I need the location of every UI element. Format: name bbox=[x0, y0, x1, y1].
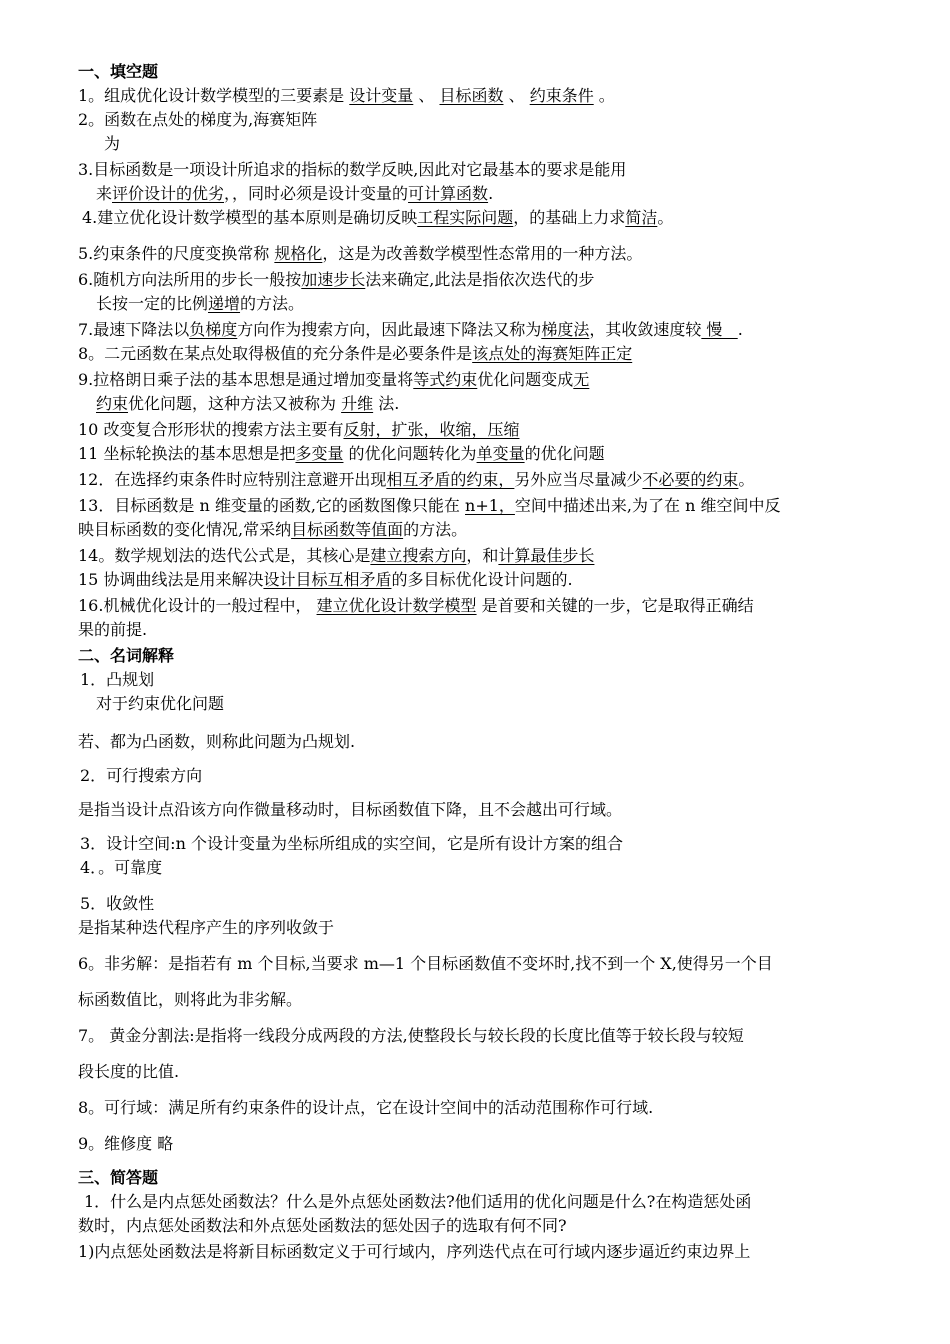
q15-answer-1: 设计目标互相矛盾 bbox=[263, 570, 392, 589]
q7-answer-3: 慢 bbox=[701, 320, 738, 339]
question-2-line-2: 为 bbox=[104, 134, 121, 153]
question-13 bbox=[78, 496, 908, 516]
question-9 bbox=[78, 370, 908, 390]
term-2-text: 是指当设计点沿该方向作微量移动时，目标函数值下降，且不会越出可行域。 bbox=[78, 800, 623, 819]
q7-answer-2: 梯度法 bbox=[541, 320, 590, 339]
q15-end: 的多目标优化设计问题的. bbox=[391, 570, 573, 589]
section-2-heading: 二、名词解释 bbox=[78, 646, 175, 665]
q11-end: 的优化问题 bbox=[524, 444, 605, 463]
question-15 bbox=[78, 570, 908, 590]
q13-answer-2: 目标函数等值面 bbox=[291, 520, 404, 539]
term-7-text: 7。 黄金分割法:是指将一线段分成两段的方法,使整段长与较长段的长度比值等于较长段与较短 bbox=[78, 1026, 744, 1045]
question-9-line-2 bbox=[96, 394, 926, 414]
q9-text: 9.拉格朗日乘子法的基本思想是通过增加变量将 bbox=[78, 370, 414, 389]
q3-answer-1: 评价设计的优劣 bbox=[112, 184, 225, 203]
q9-text-2: 优化问题，这种方法又被称为 bbox=[128, 394, 342, 413]
q9-answer-3: 升维 bbox=[341, 394, 374, 413]
question-5 bbox=[78, 244, 908, 264]
q3-text-mid: ，，同时必须是设计变量的 bbox=[224, 184, 409, 203]
question-13-line-2 bbox=[78, 520, 908, 540]
question-2: 2。函数在点处的梯度为,海赛矩阵 bbox=[78, 110, 318, 129]
q3-text: 来 bbox=[96, 184, 113, 203]
term-2-title: 2．可行搜索方向 bbox=[80, 766, 203, 785]
question-6-line-2 bbox=[96, 294, 926, 314]
section-3-heading: 三、简答题 bbox=[78, 1168, 159, 1187]
q12-text: 12．在选择约束条件时应特别注意避开出现 bbox=[78, 470, 387, 489]
term-8: 8。可行域：满足所有约束条件的设计点，它在设计空间中的活动范围称作可行域. bbox=[78, 1098, 654, 1117]
question-11 bbox=[78, 444, 908, 464]
q3-answer-2: 可计算函数 bbox=[408, 184, 489, 203]
q14-text-mid: ，和 bbox=[466, 546, 499, 565]
q6-end: 的方法。 bbox=[240, 294, 305, 313]
question-1 bbox=[78, 86, 908, 106]
term-3: 3．设计空间:n 个设计变量为坐标所组成的实空间，它是所有设计方案的组合 bbox=[80, 834, 623, 853]
q10-answer-1: 反射，扩张，收缩，压缩 bbox=[343, 420, 520, 439]
q4-end: 。 bbox=[657, 208, 674, 227]
q3-end: . bbox=[488, 184, 494, 203]
q16-text: 16.机械优化设计的一般过程中， bbox=[78, 596, 317, 615]
q7-text-mid-1: 方向作为搜索方向，因此最速下降法又称为 bbox=[237, 320, 542, 339]
short-answer-1: 1)内点惩处函数法是将新目标函数定义于可行域内，序列迭代点在可行域内逐步逼近约束边界上 bbox=[78, 1242, 751, 1261]
q6-text-end: 法来确定,此法是指依次迭代的步 bbox=[365, 270, 595, 289]
term-5-text: 是指某种迭代程序产生的序列收敛于 bbox=[78, 918, 335, 937]
term-6-text: 6。非劣解：是指若有 m 个目标,当要求 m—1 个目标函数值不变坏时,找不到一个 X,使得另一个目 bbox=[78, 954, 773, 973]
q12-text-mid: 另外应当尽量减少 bbox=[514, 470, 643, 489]
q1-answer-1: 设计变量 bbox=[349, 86, 414, 105]
q10-text: 10 改变复合形形状的搜索方法主要有 bbox=[78, 420, 344, 439]
q1-answer-2: 目标函数 bbox=[439, 86, 504, 105]
q1-text: 1。组成优化设计数学模型的三要素是 bbox=[78, 86, 350, 105]
q11-text: 11 坐标轮换法的基本思想是把 bbox=[78, 444, 296, 463]
question-12 bbox=[78, 470, 908, 490]
short-question-1: 1．什么是内点惩处函数法？什么是外点惩处函数法?他们适用的优化问题是什么?在构造惩处函 bbox=[84, 1192, 752, 1211]
question-3: 3.目标函数是一项设计所追求的指标的数学反映,因此对它最基本的要求是能用 bbox=[78, 160, 627, 179]
q5-text: 5.约束条件的尺度变换常称 bbox=[78, 244, 275, 263]
question-16-line-2: 果的前提. bbox=[78, 620, 148, 639]
q16-answer-1: 建立优化设计数学模型 bbox=[316, 596, 477, 615]
term-4: 4．。可靠度 bbox=[80, 858, 163, 877]
q5-answer-1: 规格化 bbox=[274, 244, 323, 263]
q8-answer-1: 该点处的海赛矩阵正定 bbox=[472, 344, 633, 363]
q4-answer-1: 工程实际问题 bbox=[417, 208, 514, 227]
q12-answer-1: 相互矛盾的约束， bbox=[386, 470, 515, 489]
term-9: 9。维修度 略 bbox=[78, 1134, 174, 1153]
q11-text-mid: 的优化问题转化为 bbox=[343, 444, 477, 463]
q9-answer-1: 等式约束 bbox=[413, 370, 478, 389]
q4-text-mid: ，的基础上力求 bbox=[513, 208, 626, 227]
question-6 bbox=[78, 270, 908, 290]
term-5-title: 5．收敛性 bbox=[80, 894, 155, 913]
q14-answer-1: 建立搜索方向 bbox=[370, 546, 467, 565]
q12-end: 。 bbox=[738, 470, 755, 489]
question-4 bbox=[82, 208, 912, 228]
q9-text-mid: 优化问题变成 bbox=[477, 370, 574, 389]
q4-text: 4.建立优化设计数学模型的基本原则是确切反映 bbox=[82, 208, 418, 227]
q15-text: 15 协调曲线法是用来解决 bbox=[78, 570, 264, 589]
q13-text-end: 空间中描述出来,为了在 n 维空间中反 bbox=[514, 496, 781, 515]
q1-end: 。 bbox=[593, 86, 615, 105]
q9-answer-2: 无 bbox=[573, 370, 590, 389]
q7-text-mid-2: ，其收敛速度较 bbox=[589, 320, 702, 339]
q7-end: . bbox=[737, 320, 743, 339]
q6-text-2: 长按一定的比例 bbox=[96, 294, 209, 313]
question-8 bbox=[78, 344, 908, 364]
q6-text: 6.随机方向法所用的步长一般按 bbox=[78, 270, 302, 289]
q5-end: ，这是为改善数学模型性态常用的一种方法。 bbox=[322, 244, 643, 263]
q12-answer-2: 不必要的约束 bbox=[642, 470, 739, 489]
q13-end: 的方法。 bbox=[403, 520, 468, 539]
q11-answer-2: 单变量 bbox=[476, 444, 525, 463]
q1-separator-2: 、 bbox=[503, 86, 530, 105]
q7-text: 7.最速下降法以 bbox=[78, 320, 190, 339]
term-1-text-2: 若、都为凸函数，则称此问题为凸规划. bbox=[78, 732, 356, 751]
q9-answer-2-cont: 约束 bbox=[96, 394, 129, 413]
q14-text: 14。数学规划法的迭代公式是，其核心是 bbox=[78, 546, 371, 565]
question-16 bbox=[78, 596, 908, 616]
q8-text: 8。二元函数在某点处取得极值的充分条件是必要条件是 bbox=[78, 344, 473, 363]
q13-text: 13．目标函数是 n 维变量的函数,它的函数图像只能在 bbox=[78, 496, 466, 515]
question-3-line-2 bbox=[96, 184, 926, 204]
q6-answer-1: 加速步长 bbox=[301, 270, 366, 289]
term-7-text-2: 段长度的比值. bbox=[78, 1062, 180, 1081]
question-14 bbox=[78, 546, 908, 566]
q1-separator-1: 、 bbox=[413, 86, 440, 105]
q13-text-2: 映目标函数的变化情况,常采纳 bbox=[78, 520, 292, 539]
question-10 bbox=[78, 420, 908, 440]
q11-answer-1: 多变量 bbox=[295, 444, 344, 463]
q13-answer-1: n+1， bbox=[465, 496, 515, 515]
q14-answer-2: 计算最佳步长 bbox=[498, 546, 595, 565]
q16-text-end: 是首要和关键的一步，它是取得正确结 bbox=[476, 596, 754, 615]
term-1-text: 对于约束优化问题 bbox=[96, 694, 225, 713]
q6-answer-2: 递增 bbox=[208, 294, 241, 313]
term-1-title: 1．凸规划 bbox=[80, 670, 155, 689]
term-6-text-2: 标函数值比，则将此为非劣解。 bbox=[78, 990, 303, 1009]
q9-end: 法. bbox=[373, 394, 400, 413]
q7-answer-1: 负梯度 bbox=[189, 320, 238, 339]
question-7 bbox=[78, 320, 908, 340]
q4-answer-2: 简洁 bbox=[625, 208, 658, 227]
q1-answer-3: 约束条件 bbox=[529, 86, 594, 105]
section-1-heading: 一、填空题 bbox=[78, 62, 159, 81]
short-question-1-line-2: 数时，内点惩处函数法和外点惩处函数法的惩处因子的选取有何不同? bbox=[78, 1216, 567, 1235]
